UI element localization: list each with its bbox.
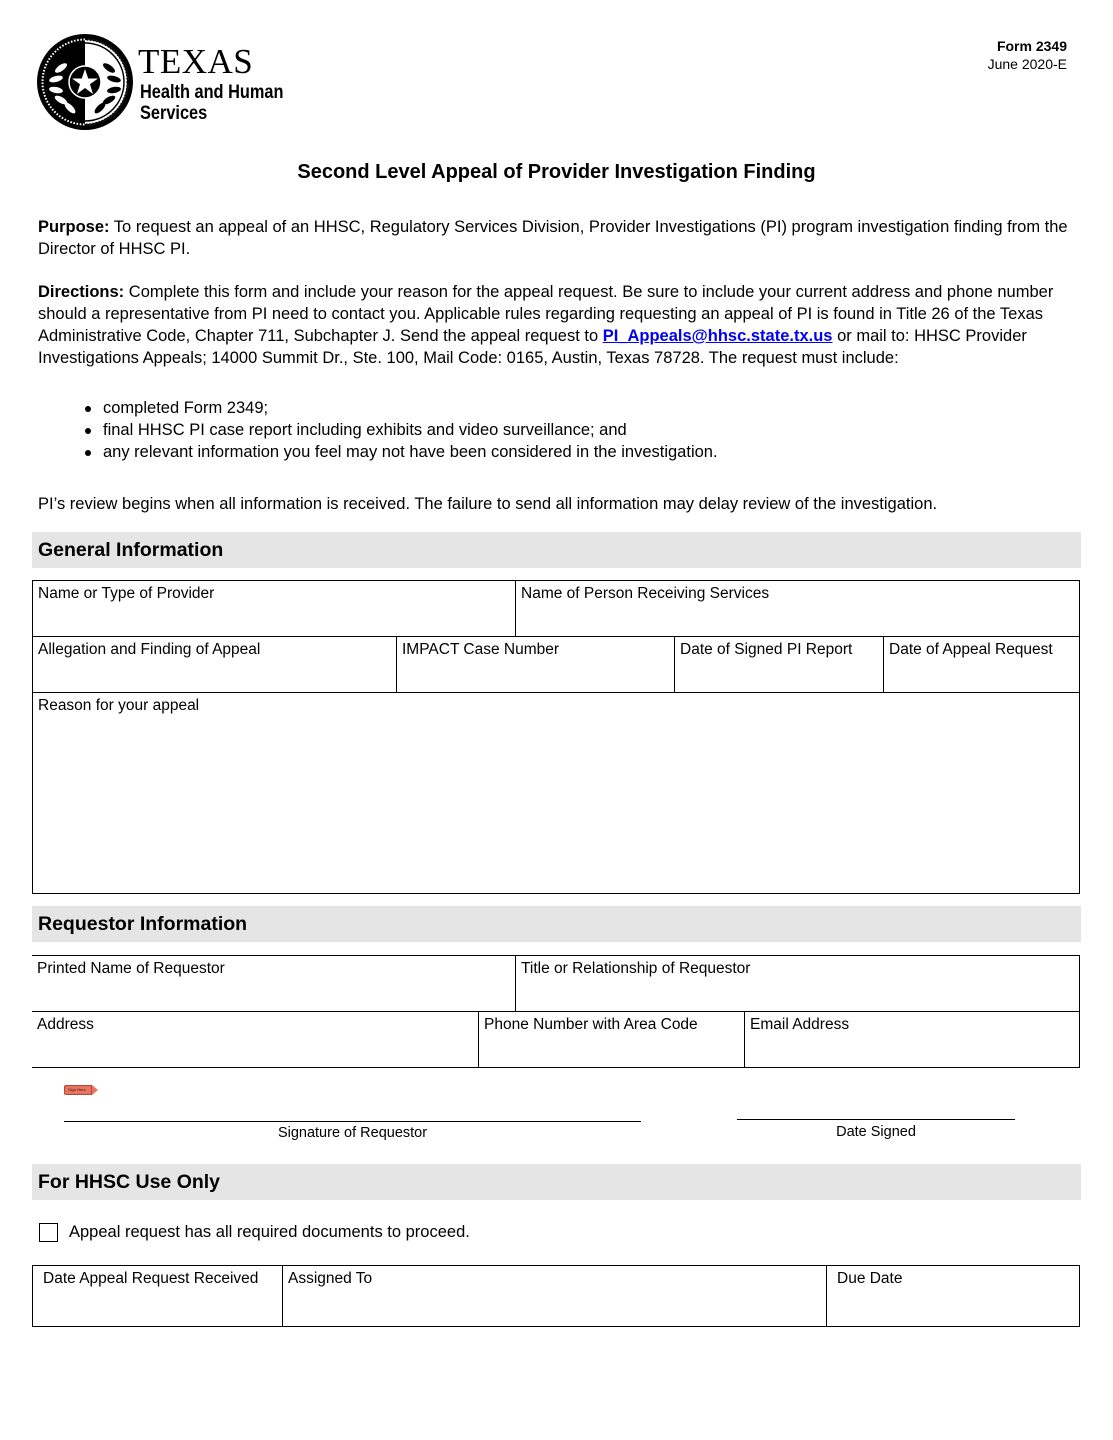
date-appeal-request-field[interactable]	[883, 636, 1080, 693]
person-receiving-services-field[interactable]	[515, 580, 1080, 637]
field-label: Email Address	[750, 1016, 850, 1033]
signature-label: Signature of Requestor	[277, 1125, 428, 1141]
printed-name-field[interactable]	[32, 955, 516, 1012]
email-address-field[interactable]	[744, 1011, 1080, 1068]
logo-agency-name-line1: Health and Human	[140, 82, 284, 103]
sign-here-tag-icon	[64, 1085, 92, 1095]
purpose-text: To request an appeal of an HHSC, Regulatory Services Division, Provider Investigations (PI) program investigation finding from the Director of HHSC PI.	[38, 218, 1068, 258]
assigned-to-field[interactable]	[282, 1265, 827, 1327]
appeals-email-link[interactable]: PI_Appeals@hhsc.state.tx.us	[602, 327, 833, 345]
form-number: Form 2349	[996, 38, 1067, 54]
field-label: Due Date	[837, 1270, 903, 1287]
requirements-list	[82, 397, 718, 463]
required-documents-checkbox[interactable]	[39, 1223, 58, 1242]
date-signed-pi-report-field[interactable]	[674, 636, 884, 693]
form-revision-date: June 2020-E	[987, 56, 1067, 72]
texas-hhs-seal-icon	[35, 32, 135, 132]
field-label: Address	[37, 1016, 94, 1033]
reason-for-appeal-field[interactable]	[32, 692, 1080, 894]
directions-text: Complete this form and include your reason for the appeal request. Be sure to include your current address and phone number should a representative from PI need to contact you. Applicable rules regarding requesting an appeal of PI is found in Title 26 of the Texas Administrative Code, Chapter 711, Subchapter J. Send the appeal request to	[38, 283, 1054, 345]
date-signed-line[interactable]	[737, 1119, 1015, 1120]
section-hhsc-use-only	[32, 1164, 1081, 1200]
section-general-information	[32, 532, 1081, 568]
field-label: Date of Signed PI Report	[680, 641, 853, 658]
field-label: Assigned To	[288, 1270, 373, 1287]
section-heading: General Information	[38, 539, 224, 561]
date-appeal-received-field[interactable]	[32, 1265, 283, 1327]
required-documents-checkbox-label: Appeal request has all required documents to proceed.	[69, 1223, 470, 1241]
due-date-field[interactable]	[826, 1265, 1080, 1327]
field-label: IMPACT Case Number	[402, 641, 560, 658]
provider-name-field[interactable]	[32, 580, 516, 637]
field-label: Name of Person Receiving Services	[521, 585, 770, 602]
field-label: Printed Name of Requestor	[37, 960, 225, 977]
logo-agency-name-line2: Services	[140, 103, 208, 124]
section-heading: For HHSC Use Only	[38, 1171, 221, 1193]
sign-here-tag-text: Sign Here	[68, 1087, 86, 1092]
purpose-label: Purpose:	[38, 218, 110, 236]
field-label: Name or Type of Provider	[38, 585, 215, 602]
field-label: Title or Relationship of Requestor	[521, 960, 751, 977]
section-heading: Requestor Information	[38, 913, 248, 935]
impact-case-number-field[interactable]	[396, 636, 675, 693]
section-requestor-information	[32, 906, 1081, 942]
address-field[interactable]	[32, 1011, 479, 1068]
purpose-paragraph	[38, 216, 1083, 260]
page-title: Second Level Appeal of Provider Investigation Finding	[297, 161, 816, 183]
field-label: Allegation and Finding of Appeal	[38, 641, 261, 658]
directions-paragraph	[38, 281, 1083, 369]
logo-texas-wordmark: TEXAS	[138, 42, 254, 81]
date-signed-label: Date Signed	[836, 1124, 916, 1140]
review-note: PI’s review begins when all information is received. The failure to send all information may delay review of the investigation.	[38, 495, 938, 513]
requirement-item: any relevant information you feel may not have been considered in the investigation.	[82, 441, 718, 463]
signature-line[interactable]	[64, 1121, 641, 1122]
directions-label: Directions:	[38, 283, 125, 301]
directions-text-continued: or mail to: HHSC Provider Investigations Appeals; 14000 Summit Dr., Ste. 100, Mail Code: 0165, Austin, Texas 78728. The request must include:	[38, 327, 1027, 367]
phone-number-field[interactable]	[478, 1011, 745, 1068]
requirement-item: final HHSC PI case report including exhibits and video surveillance; and	[82, 419, 718, 441]
field-label: Reason for your appeal	[38, 697, 200, 714]
field-label: Phone Number with Area Code	[484, 1016, 698, 1033]
field-label: Date of Appeal Request	[889, 641, 1053, 658]
field-label: Date Appeal Request Received	[43, 1270, 259, 1287]
title-relationship-field[interactable]	[515, 955, 1080, 1012]
requirement-item: completed Form 2349;	[82, 397, 718, 419]
allegation-finding-field[interactable]	[32, 636, 397, 693]
